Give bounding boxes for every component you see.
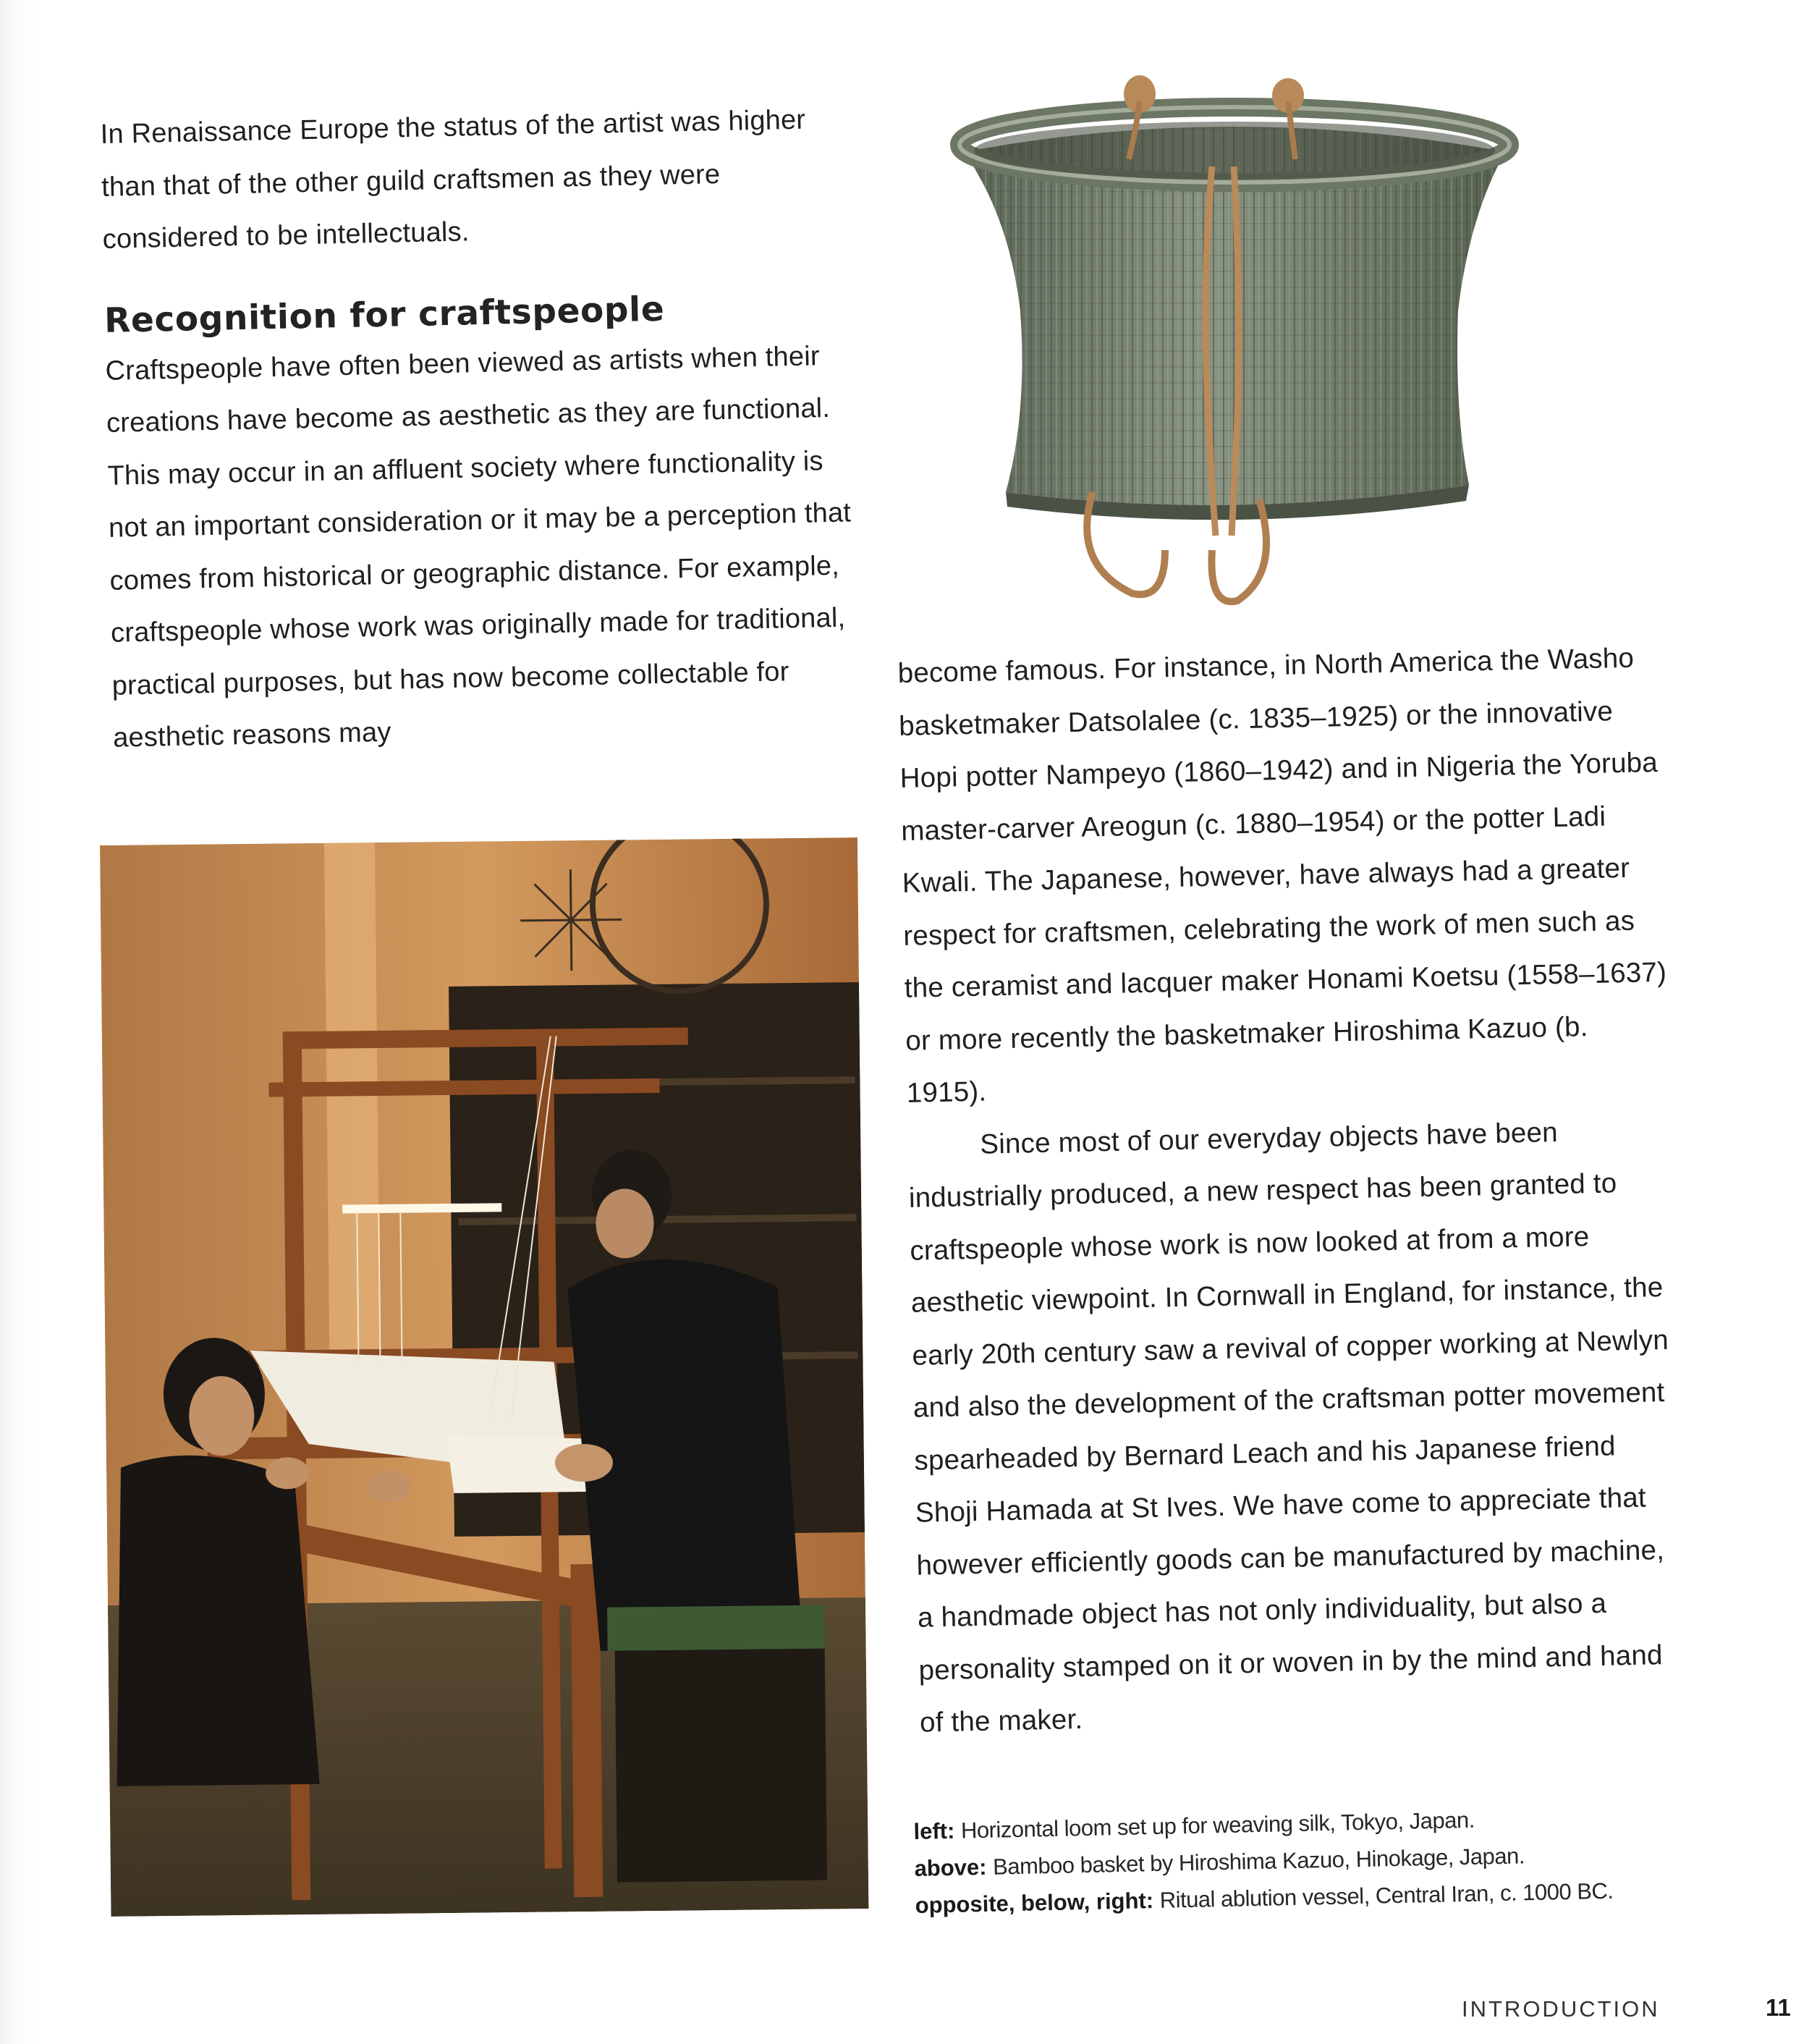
paragraph-indent [908,1153,980,1154]
caption-left-text: Horizontal loom set up for weaving silk, Tokyo, Japan. [960,1807,1475,1844]
caption-above-text: Bamboo basket by Hiroshima Kazuo, Hinokage, Japan. [992,1843,1525,1880]
silk-loom-photo [100,837,868,1917]
famous-craftspeople-paragraph: become famous. For instance, in North America the Washo basketmaker Datsolalee (c. 1835–1925) or the innovative Hopi potter Nampeyo (1860–1942) and in Nigeria the Yoruba master-carver Areogun (c. 1880–1954) or the potter Ladi Kwali. The Japanese, however, have always had a greater respect for craftsmen, celebrating the work of men such as the ceramist and lacquer maker Honami Koetsu (1558–1637) or more recently the basketmaker Hiroshima Kazuo (b. 1915). [897,642,1667,1109]
caption-left-key: left: [913,1817,955,1844]
respect-paragraph [907,1104,1687,1749]
page-number: 11 [1766,1994,1791,2021]
respect-paragraph-text: Since most of our everyday objects have been industrially produced, a new respect has been granted to craftspeople whose work is now looked at from a more aesthetic viewpoint. In Cornwall in England, for instance, the early 20th century saw a revival of copper working at Newlyn and also the development of the craftsman potter movement spearheaded by Bernard Leach and his Japanese friend Shoji Hamada at St Ives. We have come to appreciate that however efficiently goods can be manufactured by machine, a handmade object has not only individuality, but also a personality stamped on it or woven in by the mind and hand of the maker. [908,1116,1669,1739]
left-text-column [100,93,866,764]
caption-opposite-key: opposite, below, right: [915,1888,1154,1918]
bamboo-basket-photo [948,72,1520,622]
section-heading: Recognition for craftspeople [103,289,665,341]
recognition-paragraph: Craftspeople have often been viewed as artists when their creations have become as aesthetic as they are functional. This may occur in an affluent society where functionality is not an important consideration or it may be a perception that comes from historical or geographic distance. For example, craftspeople whose work was originally made for traditional, practical purposes, but has now become collectable for aesthetic reasons may [105,340,852,753]
caption-opposite-text: Ritual ablution vessel, Central Iran, c. 1000 BC. [1159,1878,1614,1913]
photo-captions [913,1797,1675,1924]
running-footer-section: INTRODUCTION [1462,1996,1660,2022]
intro-paragraph: In Renaissance Europe the status of the artist was higher than that of the other guild craftsmen as they were considered to be intellectuals. [100,104,806,255]
caption-above-key: above: [914,1854,987,1881]
right-text-column [897,632,1687,1749]
